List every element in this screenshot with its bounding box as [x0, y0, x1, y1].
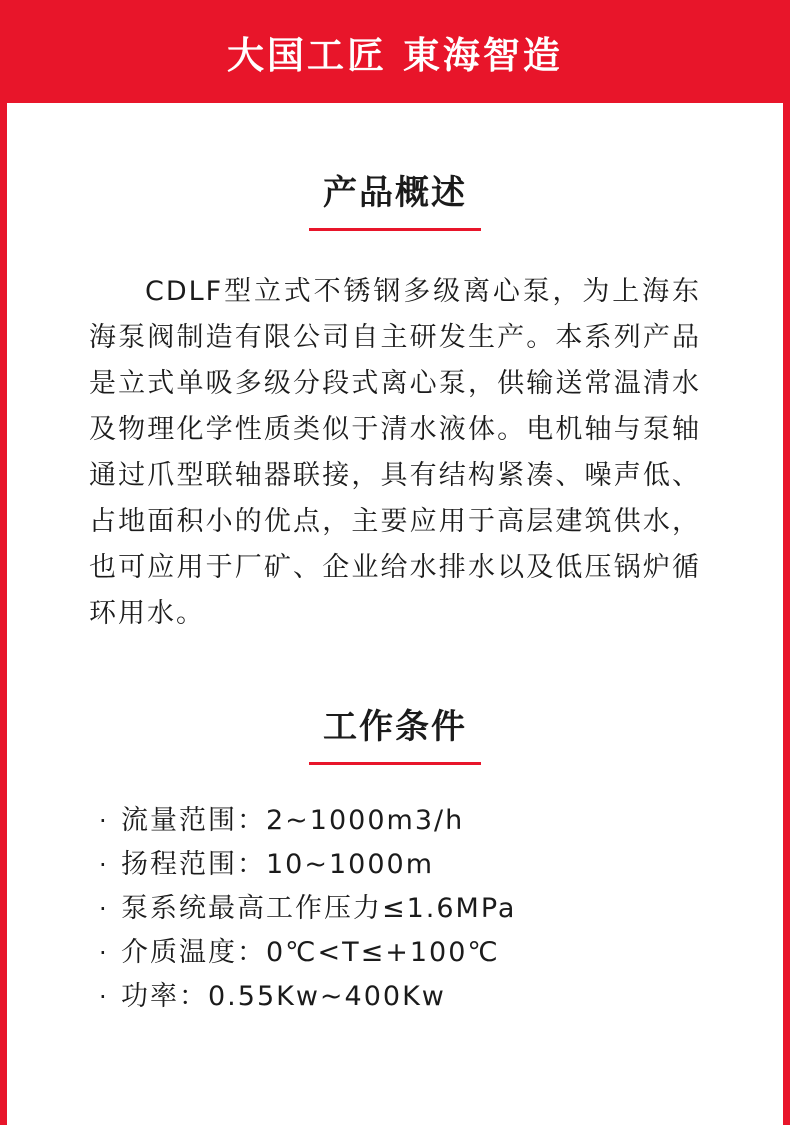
- conditions-heading-underline: [309, 762, 481, 765]
- condition-text: 流量范围：2~1000m3/h: [121, 805, 465, 836]
- bullet-icon: ·: [99, 807, 109, 835]
- banner-title: 大国工匠 東海智造: [227, 33, 563, 77]
- list-item: [99, 975, 753, 1019]
- overview-section: [7, 165, 783, 637]
- condition-text: 泵系统最高工作压力≤1.6MPa: [121, 893, 517, 924]
- conditions-list: [99, 799, 753, 1019]
- overview-heading: 产品概述: [323, 173, 467, 213]
- list-item: [99, 799, 753, 843]
- conditions-heading-group: [37, 699, 753, 765]
- bullet-icon: ·: [99, 895, 109, 923]
- header-banner: [7, 0, 783, 103]
- overview-heading-underline: [309, 228, 481, 231]
- bullet-icon: ·: [99, 939, 109, 967]
- condition-text: 介质温度：0℃<T≤+100℃: [121, 937, 500, 968]
- overview-paragraph: CDLF型立式不锈钢多级离心泵，为上海东海泵阀制造有限公司自主研发生产。本系列产品是立式单吸多级分段式离心泵，供输送常温清水及物理化学性质类似于清水液体。电机轴与泵轴通过爪型联轴器联接，具有结构紧凑、噪声低、占地面积小的优点，主要应用于高层建筑供水，也可应用于厂矿、企业给水排水以及低压锅炉循环用水。: [89, 276, 701, 629]
- bullet-icon: ·: [99, 851, 109, 879]
- list-item: [99, 887, 753, 931]
- conditions-heading: 工作条件: [323, 707, 467, 747]
- list-item: [99, 843, 753, 887]
- condition-text: 扬程范围：10~1000m: [121, 849, 434, 880]
- list-item: [99, 931, 753, 975]
- conditions-section: [7, 699, 783, 1019]
- condition-text: 功率：0.55Kw~400Kw: [121, 981, 446, 1012]
- overview-heading-group: [37, 165, 753, 231]
- bullet-icon: ·: [99, 983, 109, 1011]
